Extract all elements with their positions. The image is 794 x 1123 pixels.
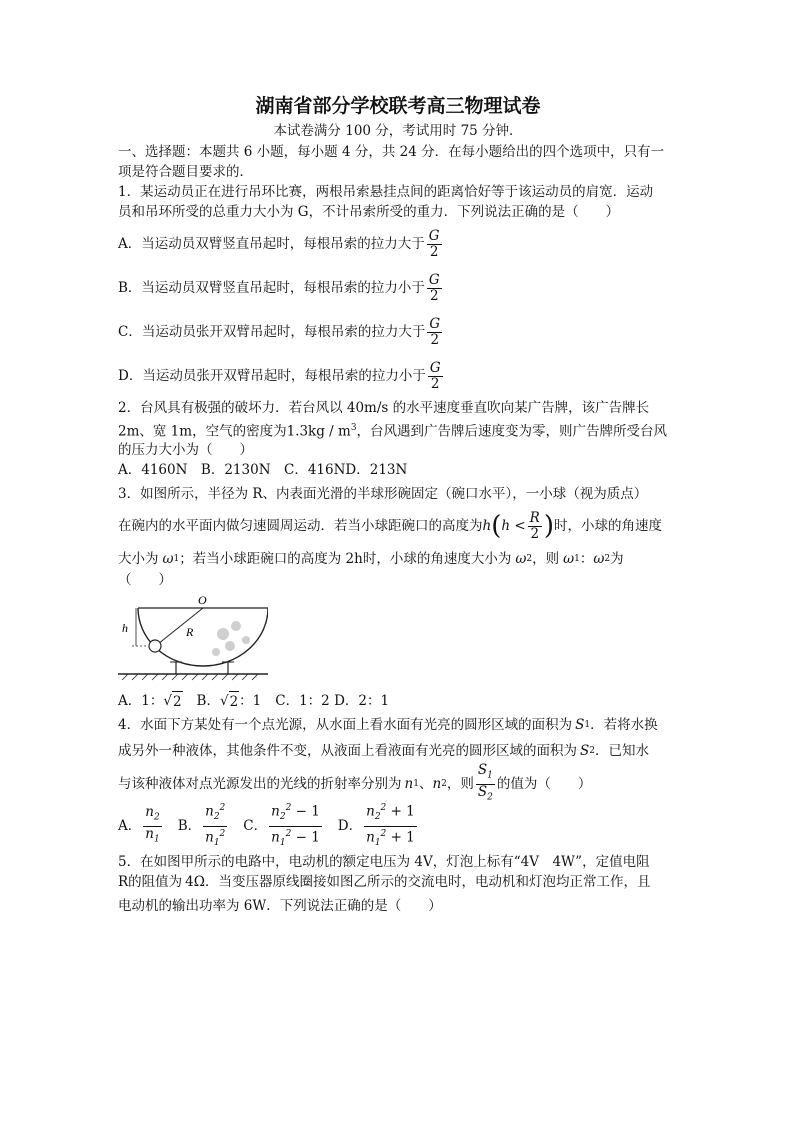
q4-options: A． $\frac{n_2}{n_1}$ B． $\frac{n_2^2}{n_1^2}$ C． $\frac{n_2^2 - 1}{n_1^2 - 1}$ D． $\frac{n_2^2 + 1}{n_1^2 + 1}$	[118, 803, 415, 848]
question-4	[118, 712, 678, 848]
question-5	[118, 852, 678, 916]
bowl-diagram	[118, 594, 268, 682]
g-over-2-fraction: $\frac{G}{2}$	[428, 227, 440, 260]
q3-line1: 3．如图所示，半径为 R、内表面光滑的半球形碗固定（碗口水平），一小球（视为质点）	[118, 486, 648, 502]
label-O: O	[198, 594, 207, 607]
q4-line3: 与该种液体对点光源发出的光线的折射率分别为 n 1 、 n 2 ，则 $\frac{S_1}{S_2}$ 的值为（ ）	[118, 761, 592, 803]
q2-options: A．4160N B．2130N C．416ND．213N	[118, 462, 408, 478]
label-R: R	[186, 625, 194, 639]
q1-option-c: C．当运动员张开双臂吊起时，每根吊索的拉力大于 $\frac{G}{2}$	[118, 315, 441, 348]
q1-option-b: B．当运动员双臂竖直吊起时，每根吊索的拉力小于 $\frac{G}{2}$	[118, 271, 440, 304]
hemispherical-bowl-figure	[118, 594, 678, 688]
label-h: h	[122, 621, 128, 635]
q1-option-d: D．当运动员张开双臂吊起时，每根吊索的拉力小于 $\frac{G}{2}$	[118, 359, 441, 392]
q1-option-a: A．当运动员双臂竖直吊起时，每根吊索的拉力大于 $\frac{G}{2}$	[118, 227, 440, 260]
q3-options: A．1： √ 2 B． √ 2 ：1 C．1：2 D．2：1	[118, 690, 678, 712]
g-over-2-fraction: $\frac{G}{2}$	[429, 315, 441, 348]
question-1	[118, 182, 678, 398]
q2-line1: 2．台风具有极强的破坏力．若台风以 40m/s 的水平速度垂直吹向某广告牌，该广告牌长	[118, 400, 650, 416]
q5-line3: 电动机的输出功率为 6W．下列说法正确的是（ ）	[118, 898, 442, 914]
q5-line2: R的阻值为 4Ω．当变压器原线圈接如图乙所示的交流电时，电动机和灯泡均正常工作，且	[118, 874, 651, 890]
q1-line2: 员和吊环所受的总重力大小为 G，不计吊索所受的重力．下列说法正确的是（ ）	[118, 204, 620, 220]
q4-line2: 成另外一种液体，其他条件不变，从液面上看液面有光亮的圆形区域的面积为 S 2 ．已知水	[118, 743, 649, 759]
g-over-2-fraction: $\frac{G}{2}$	[428, 271, 440, 304]
q4-line1: 4．水面下方某处有一个点光源，从水面上看水面有光亮的圆形区域的面积为 S 1 ．若将水换	[118, 717, 658, 733]
section-intro-line1: 一、选择题：本题共 6 小题，每小题 4 分，共 24 分．在每小题给出的四个选项中，只有一	[118, 144, 665, 160]
density-value: 1.3kg / m	[286, 423, 351, 440]
g-over-2-fraction: $\frac{G}{2}$	[429, 359, 441, 392]
exam-page	[118, 94, 678, 916]
q3-line3: 大小为 ω 1 ；若当小球距碗口的高度为 2h时，小球的角速度大小为 ω 2 ，则 ω 1 ： ω 2 为	[118, 551, 624, 567]
page-subtitle: 本试卷满分 100 分，考试用时 75 分钟．	[273, 123, 523, 139]
q2-line2: 2m、宽 1m，空气的密度为$1.3kg / m^3$，台风遇到广告牌后速度变为零，则广告牌所受台风	[118, 423, 668, 440]
q1-line1: 1．某运动员正在进行吊环比赛，两根吊索悬挂点间的距离恰好等于该运动员的肩宽．运动	[118, 184, 654, 200]
page-title: 湖南省部分学校联考高三物理试卷	[255, 95, 541, 117]
q3-line4: （ ）	[118, 572, 172, 588]
q5-line1: 5．在如图甲所示的电路中，电动机的额定电压为 4V，灯泡上标有“4V 4W”，定值电阻	[118, 854, 650, 870]
question-2	[118, 398, 678, 480]
q2-line3: 的压力大小为（ ）	[118, 442, 253, 458]
q3-line2: 在碗内的水平面内做匀速圆周运动．若当小球距碗口的高度为 h ( h < $\frac{R}{2}$ ) 时，小球的角速度	[118, 509, 662, 542]
question-3	[118, 484, 678, 712]
section-intro-line2: 项是符合题目要求的．	[118, 164, 253, 180]
